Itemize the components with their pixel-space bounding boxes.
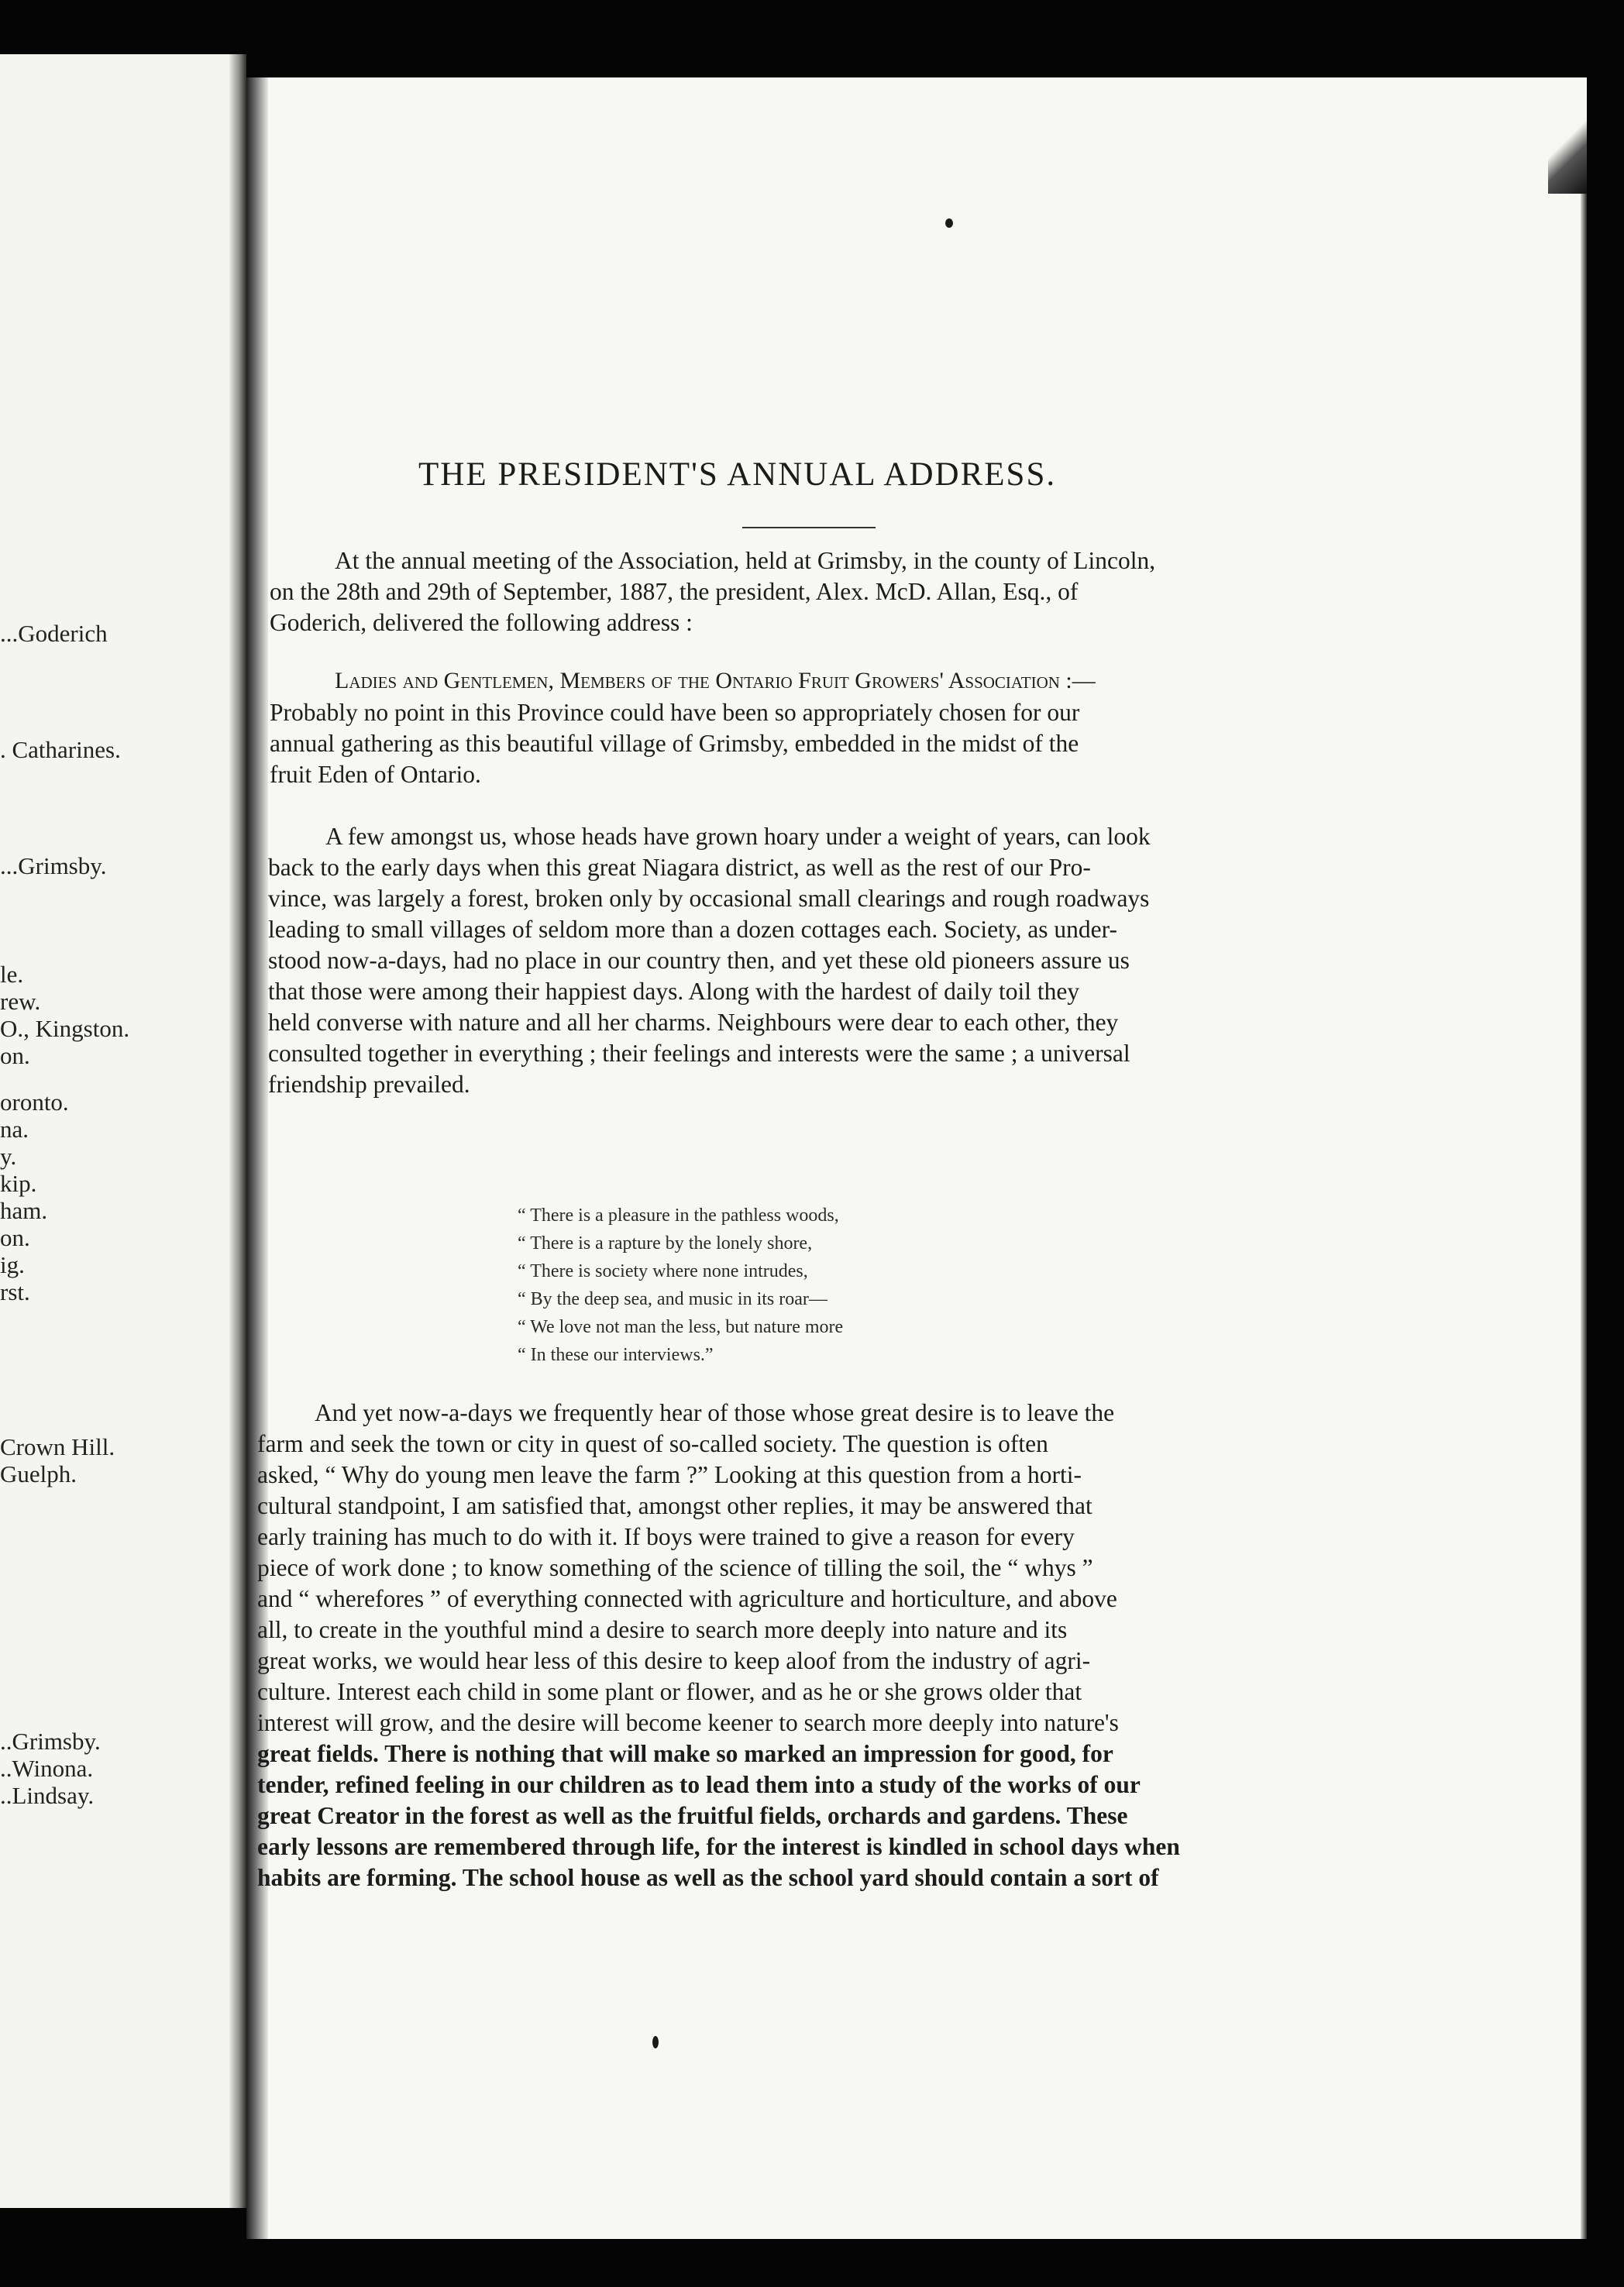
title-rule bbox=[742, 527, 876, 528]
text-line: great Creator in the forest as well as the fruitful fields, orchards and gardens. These bbox=[257, 1802, 1128, 1829]
poem-line: “ We love not man the less, but nature more bbox=[518, 1317, 844, 1337]
text-line: At the annual meeting of the Association, held at Grimsby, in the county of Lincoln, bbox=[335, 547, 1156, 574]
article-page bbox=[246, 77, 1587, 2239]
left-entry: na. bbox=[0, 1116, 29, 1143]
left-entry: on. bbox=[0, 1042, 30, 1069]
text-line: vince, was largely a forest, broken only by occasional small clearings and rough roadways bbox=[268, 885, 1150, 912]
text-line: habits are forming. The school house as well as the school yard should contain a sort of bbox=[257, 1864, 1159, 1891]
left-entry: ..Winona. bbox=[0, 1755, 94, 1782]
left-entry: . Catharines. bbox=[0, 736, 121, 763]
left-entry: rst. bbox=[0, 1278, 30, 1305]
left-entry: on. bbox=[0, 1224, 30, 1251]
left-entry: kip. bbox=[0, 1170, 37, 1197]
salutation: Ladies and Gentlemen, Members of the Ontario Fruit Growers' Association :— bbox=[335, 668, 1096, 693]
text-line: on the 28th and 29th of September, 1887, the president, Alex. McD. Allan, Esq., of bbox=[270, 578, 1079, 605]
left-entry: ...Grimsby. bbox=[0, 852, 107, 879]
text-line: early lessons are remembered through life, for the interest is kindled in school days when bbox=[257, 1833, 1180, 1860]
ink-speck bbox=[652, 2036, 659, 2048]
text-line: that those were among their happiest days. Along with the hardest of daily toil they bbox=[268, 978, 1080, 1005]
text-line: Probably no point in this Province could have been so appropriately chosen for our bbox=[270, 699, 1080, 726]
text-line: And yet now-a-days we frequently hear of those whose great desire is to leave the bbox=[315, 1399, 1115, 1426]
text-line: great fields. There is nothing that will make so marked an impression for good, for bbox=[257, 1740, 1113, 1767]
left-entry: le. bbox=[0, 961, 24, 988]
left-entry: Crown Hill. bbox=[0, 1433, 115, 1460]
text-line: farm and seek the town or city in quest of so-called society. The question is often bbox=[257, 1430, 1048, 1457]
left-entry: ...Goderich bbox=[0, 620, 108, 647]
left-entry: y. bbox=[0, 1143, 17, 1170]
poem-line: “ By the deep sea, and music in its roar— bbox=[518, 1289, 827, 1309]
text-line: held converse with nature and all her charms. Neighbours were dear to each other, they bbox=[268, 1009, 1119, 1036]
text-line: Goderich, delivered the following address : bbox=[270, 609, 693, 636]
poem-line: “ There is society where none intrudes, bbox=[518, 1261, 808, 1281]
text-line: culture. Interest each child in some plant or flower, and as he or she grows older that bbox=[257, 1678, 1082, 1705]
text-line: leading to small villages of seldom more than a dozen cottages each. Society, as under- bbox=[268, 916, 1117, 943]
text-line: tender, refined feeling in our children as to lead them into a study of the works of our bbox=[257, 1771, 1141, 1798]
left-entry: ham. bbox=[0, 1197, 48, 1224]
text-line: back to the early days when this great Niagara district, as well as the rest of our Pro- bbox=[268, 854, 1091, 881]
text-line: asked, “ Why do young men leave the farm ?” Looking at this question from a horti- bbox=[257, 1461, 1082, 1488]
text-line: friendship prevailed. bbox=[268, 1071, 470, 1098]
left-entry: ig. bbox=[0, 1251, 25, 1278]
left-entry: oronto. bbox=[0, 1088, 69, 1116]
text-line: A few amongst us, whose heads have grown hoary under a weight of years, can look bbox=[325, 823, 1151, 850]
text-line: consulted together in everything ; their feelings and interests were the same ; a universal bbox=[268, 1040, 1130, 1067]
text-line: annual gathering as this beautiful village of Grimsby, embedded in the midst of the bbox=[270, 730, 1079, 757]
text-line: great works, we would hear less of this desire to keep aloof from the industry of agri- bbox=[257, 1647, 1091, 1674]
poem-line: “ In these our interviews.” bbox=[518, 1345, 714, 1365]
left-entry: ..Lindsay. bbox=[0, 1782, 95, 1809]
article-title: THE PRESIDENT'S ANNUAL ADDRESS. bbox=[418, 456, 1057, 493]
ink-speck bbox=[945, 218, 953, 228]
poem-line: “ There is a rapture by the lonely shore, bbox=[518, 1233, 813, 1254]
left-entry: O., Kingston. bbox=[0, 1015, 130, 1042]
text-line: fruit Eden of Ontario. bbox=[270, 761, 481, 788]
text-line: piece of work done ; to know something of the science of tilling the soil, the “ whys ” bbox=[257, 1554, 1093, 1581]
poem-line: “ There is a pleasure in the pathless woods, bbox=[518, 1205, 839, 1226]
binding-spine-shadow bbox=[246, 77, 268, 2239]
page-right-edge bbox=[1581, 194, 1587, 2239]
page-fold-shadow bbox=[229, 54, 246, 2208]
left-entry: rew. bbox=[0, 988, 41, 1015]
left-entry: Guelph. bbox=[0, 1460, 77, 1487]
left-entry: ..Grimsby. bbox=[0, 1728, 101, 1755]
text-line: cultural standpoint, I am satisfied that, amongst other replies, it may be answered that bbox=[257, 1492, 1092, 1519]
text-line: early training has much to do with it. If boys were trained to give a reason for every bbox=[257, 1523, 1075, 1550]
previous-page-fragment bbox=[0, 54, 246, 2208]
page-corner bbox=[1548, 108, 1587, 194]
text-line: interest will grow, and the desire will become keener to search more deeply into nature's bbox=[257, 1709, 1119, 1736]
text-line: stood now-a-days, had no place in our country then, and yet these old pioneers assure us bbox=[268, 947, 1130, 974]
text-line: all, to create in the youthful mind a desire to search more deeply into nature and its bbox=[257, 1616, 1068, 1643]
text-line: and “ wherefores ” of everything connected with agriculture and horticulture, and above bbox=[257, 1585, 1117, 1612]
